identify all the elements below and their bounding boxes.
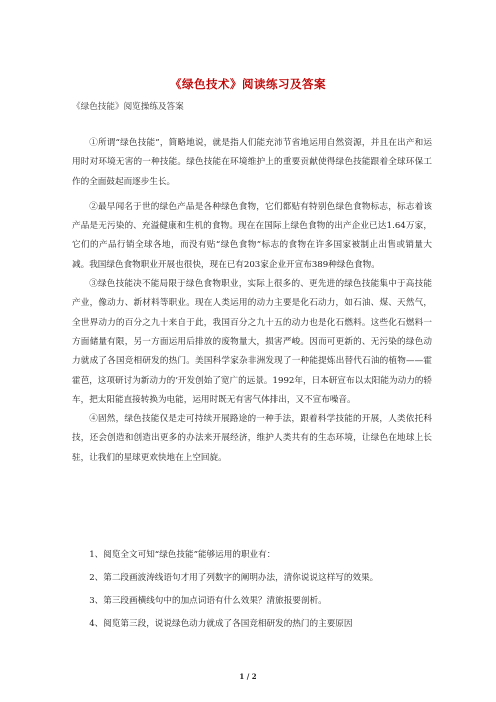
document-body (72, 134, 432, 468)
question-1: 1、阅览全文可知“绿色技能”能够运用的职业有： (89, 550, 276, 560)
paragraph-1: ①所谓“绿色技能”，简略地说，就是指人们能充沛节省地运用自然资源，并且在出产和运用时对环境无害的一种技能。绿色技能在环境维护上的重要贡献使得绿色技能跟着全球环保工作的全面鼓起而逐步生长。 (72, 138, 432, 187)
document-subtitle: 《绿色技能》阅览操练及答案 (72, 102, 184, 112)
question-2: 2、第二段画波涛线语句才用了列数字的阐明办法，清你说说这样写的效果。 (89, 573, 379, 583)
question-4: 4、阅览第三段，说说绿色动力就成了各国竞相研发的热门的主要原因 (89, 619, 353, 629)
question-3: 3、第三段画横线句中的加点词语有什么效果？清旅报要剖析。 (89, 596, 327, 606)
page-number: 1 / 2 (239, 672, 257, 681)
document-title: 《绿色技术》阅读练习及答案 (170, 77, 326, 91)
paragraph-2: ②最早闻名于世的绿色产品是各种绿色食物，它们都贴有特别色绿色食物标志，标志着该产品是无污染的、充溢健康和生机的食物。现在在国际上绿色食物的出产企业已达1.64万家，它们的产品行销全球各地，而没有贴“绿色食物”标志的食物在许多国家被制止出售或销量大减。我国绿色食物职业开展也很快，现在已有203家企业开宣布389种绿色食物。 (72, 201, 432, 270)
paragraph-3: ③绿色技能决不能局限于绿色食物职业，实际上很多的、更先进的绿色技能集中于高技能产业，像动力、新材料等职业。现在人类运用的动力主要是化石动力，如石油、煤、天然气，全世界动力的百分之九十来自于此，我国百分之九十五的动力也是化石燃料。这些化石燃料一方面储量有限，另一方面运用后排放的废物量大，损害严峻。因而可更新的、无污染的绿色动力就成了各国竞相研发的热门。美国科学家杂非洲发现了一种能提炼出替代石油的植物——霍霍芭，这项研讨为新动力的’开发创始了宽广的远景。1992年，日本研宣布以太阳能为动力的轿车，把太阳能直接转换为电能，运用时既无有害气体排出，又不宣布噪音。 (72, 279, 432, 405)
paragraph-4: ④固然，绿色技能仅是走可持续开展路途的一种手法，跟着科学技能的开展，人类依托科技，还会创造和创造出更多的办法来开展经济，维护人类共有的生态环境，让绿色在地球上长驻，让我们的星球更欢快地在上空回旋。 (72, 414, 432, 463)
